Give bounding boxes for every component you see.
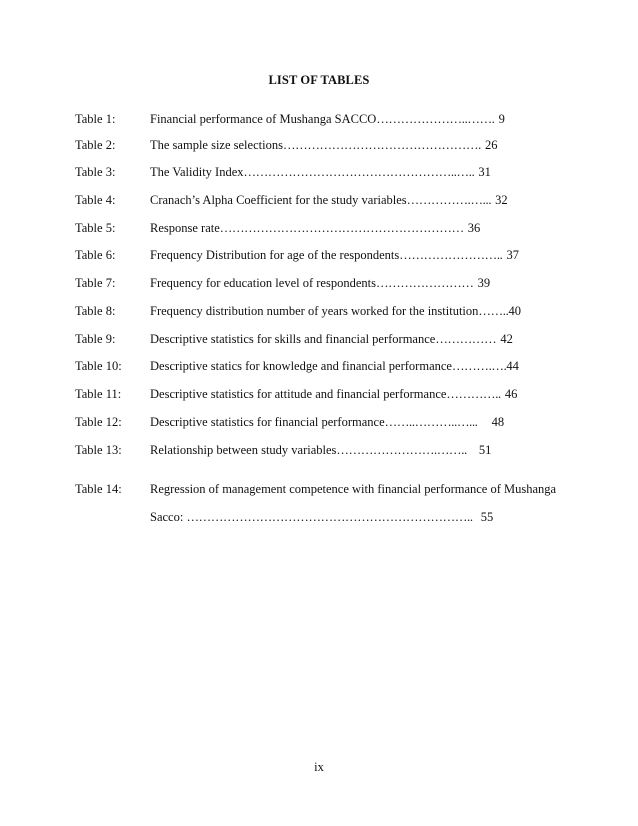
entry-page: 51 (478, 443, 492, 457)
toc-entry (0, 191, 638, 209)
entry-page: 36 (467, 221, 481, 235)
entry-label: Table 7: (75, 276, 116, 290)
entry-leader: ……….…. (451, 359, 507, 373)
entry-label: Table 2: (75, 138, 116, 152)
toc-entry (0, 274, 638, 292)
toc-entry-continuation (0, 508, 638, 526)
entry-page: 26 (484, 138, 498, 152)
entry-leader: …….. (478, 304, 509, 318)
entry-leader: …………………….…….. (336, 443, 467, 457)
entry-page: 40 (508, 304, 521, 318)
entry-text (150, 302, 521, 320)
entry-page: 46 (504, 387, 518, 401)
entry-text (150, 191, 508, 209)
entry-leader: ……..………..…... (384, 415, 478, 429)
entry-title: Regression of management competence with financial performance of Mushanga (150, 482, 557, 496)
entry-text (150, 480, 556, 498)
toc-entry (0, 330, 638, 348)
entry-label: Table 8: (75, 304, 116, 318)
entry-leader: …………….…... (406, 193, 492, 207)
entry-title: Sacco: (150, 510, 184, 524)
entry-text (150, 413, 504, 431)
entry-leader: …………………………………………………………….. (186, 510, 473, 524)
entry-label: Table 3: (75, 165, 116, 179)
entry-title: Frequency distribution number of years worked for the institution (150, 304, 479, 318)
entry-leader: …………………………………………………… (219, 221, 464, 235)
entry-title: The Validity Index (150, 165, 244, 179)
entry-title: The sample size selections (150, 138, 283, 152)
entry-text (150, 163, 491, 181)
entry-text (150, 441, 491, 459)
toc-entry (0, 413, 638, 431)
entry-text (150, 274, 490, 292)
entry-text (150, 136, 497, 154)
entry-page: 44 (506, 359, 519, 373)
entry-title: Response rate (150, 221, 220, 235)
toc-entry (0, 219, 638, 237)
entry-text (150, 330, 513, 348)
toc-entry (0, 441, 638, 459)
entry-page: 9 (498, 112, 505, 126)
entry-leader: …………………… (375, 276, 474, 290)
entry-label: Table 1: (75, 112, 116, 126)
toc-entry (0, 136, 638, 154)
entry-text (150, 110, 505, 128)
entry-title: Financial performance of Mushanga SACCO (150, 112, 377, 126)
entry-text (150, 357, 519, 375)
entry-title: Frequency for education level of respondents (150, 276, 376, 290)
entry-text (150, 385, 517, 403)
entry-leader: ………….. (446, 387, 501, 401)
entry-label: Table 12: (75, 415, 122, 429)
toc-entry (0, 110, 638, 128)
entry-label: Table 11: (75, 387, 122, 401)
entry-label: Table 13: (75, 443, 122, 457)
entry-label: Table 4: (75, 193, 116, 207)
entry-title: Relationship between study variables (150, 443, 337, 457)
toc-entry (0, 163, 638, 181)
entry-page: 37 (506, 248, 520, 262)
entry-page: 48 (491, 415, 505, 429)
entry-page: 32 (495, 193, 508, 207)
toc-entry (0, 480, 638, 498)
toc-entry (0, 246, 638, 264)
entry-leader: …………… (435, 332, 497, 346)
toc-entry (0, 357, 638, 375)
entry-page: 31 (478, 165, 491, 179)
entry-title: Cranach’s Alpha Coefficient for the study variables (150, 193, 407, 207)
entry-label: Table 10: (75, 359, 122, 373)
entry-leader: ……………………………………………..….. (243, 165, 475, 179)
entry-leader: …………………..……. (376, 112, 495, 126)
entry-leader: …………………….. (399, 248, 503, 262)
entry-label: Table 5: (75, 221, 116, 235)
entry-label: Table 9: (75, 332, 116, 346)
entry-text (150, 219, 480, 237)
entry-text (150, 246, 519, 264)
entry-title: Descriptive statics for knowledge and financial performance (150, 359, 452, 373)
entry-title: Descriptive statistics for attitude and financial performance (150, 387, 447, 401)
entry-page: 42 (500, 332, 513, 346)
entry-title: Descriptive statistics for skills and financial performance (150, 332, 436, 346)
entry-text (150, 508, 493, 526)
entry-leader: …………………………………………. (282, 138, 481, 152)
entry-page: 39 (477, 276, 491, 290)
toc-entry (0, 302, 638, 320)
entry-label: Table 14: (75, 482, 122, 496)
page-number: ix (314, 760, 324, 774)
entry-page: 55 (480, 510, 494, 524)
page-title: LIST OF TABLES (268, 73, 370, 87)
entry-label: Table 6: (75, 248, 116, 262)
entry-title: Frequency Distribution for age of the respondents (150, 248, 400, 262)
entry-title: Descriptive statistics for financial performance (150, 415, 385, 429)
toc-entry (0, 385, 638, 403)
